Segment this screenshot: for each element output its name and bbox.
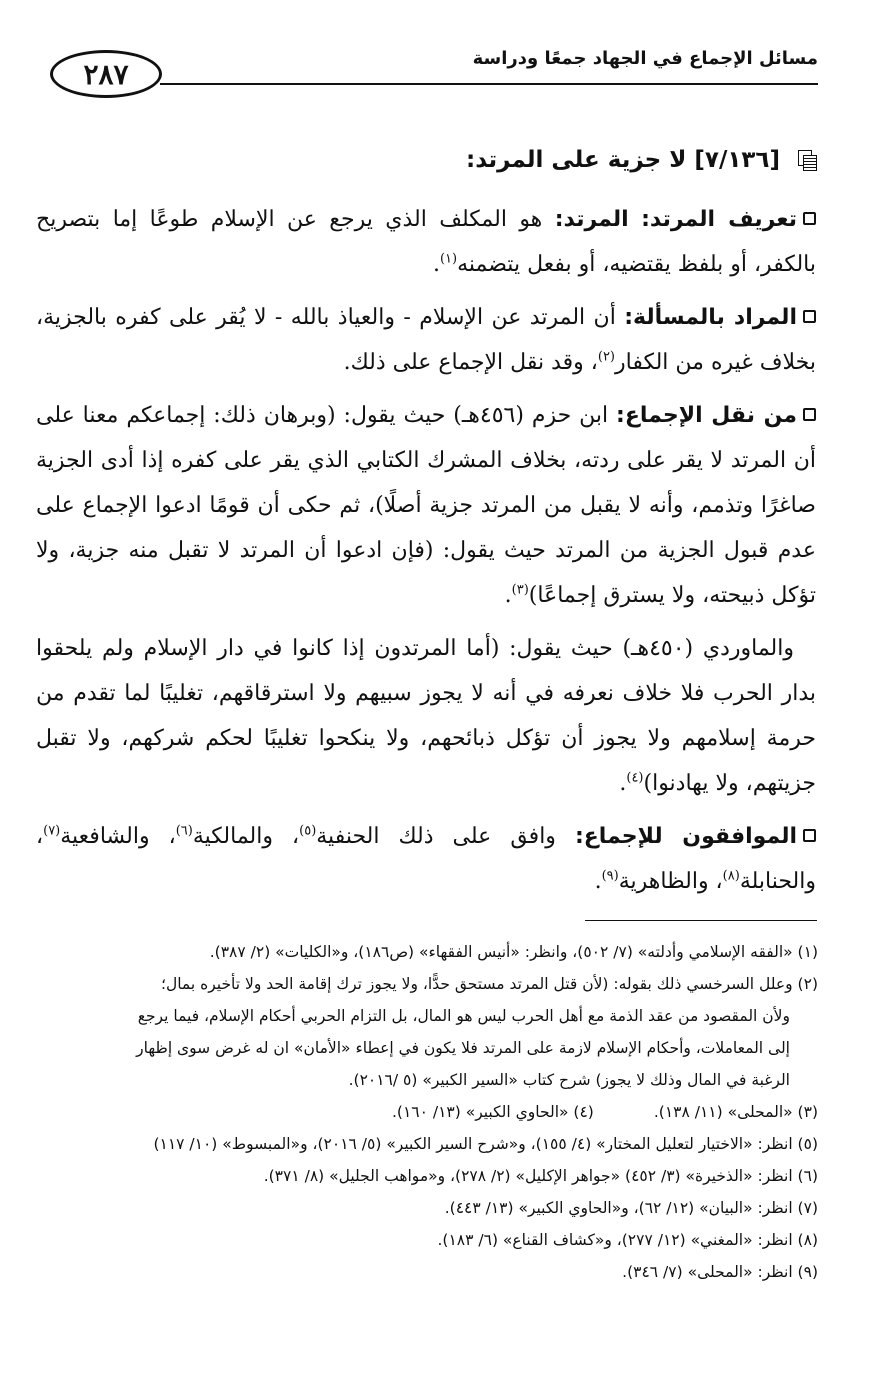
punctuation: . xyxy=(504,583,512,608)
paragraph-text: وافق على ذلك الحنفية xyxy=(316,824,556,849)
paragraph-agreeing xyxy=(36,814,816,904)
paragraph-text: والماوردي (٤٥٠هـ) حيث يقول: (أما المرتدون إذا كانوا في دار الإسلام ولم يلحقوا بدار الحرب فلا خلاف نعرفه في أنه لا يجوز سبيهم ولا استرقاقهم، تغليبًا لما تقدم من حرمة إسلامهم ولا يجوز أن تؤكل ذبائحهم، ولا ينكحوا تغليبًا لحكم شركهم، ولا تقبل جزيتهم، ولا يهادنوا) xyxy=(36,636,816,796)
checkbox-bullet-icon xyxy=(803,829,816,842)
punctuation: . xyxy=(432,252,440,277)
running-title: مسائل الإجماع في الجهاد جمعًا ودراسة xyxy=(472,48,818,69)
paragraph-transmitters xyxy=(36,393,816,618)
footnote-2-cont: إلى المعاملات، وأحكام الإسلام لازمة على المرتد فلا يكون في إعطاء «الأمان» ان له غرض سوى إظهار xyxy=(136,1039,790,1057)
footnote-2: (٢) وعلل السرخسي ذلك بقوله: (لأن قتل المرتد مستحق حدًّا، ولا يجوز ترك إقامة الحد ولا تأخيره بمال؛ xyxy=(161,975,818,993)
checkbox-bullet-icon xyxy=(803,408,816,421)
page-number: ٢٨٧ xyxy=(50,50,162,98)
footnote-2-cont: ولأن المقصود من عقد الذمة مع أهل الحرب ليس هو المال، بل التزام الحربي أحكام الإسلام، فيما يرجع xyxy=(137,1007,790,1025)
footnote-ref: (٣) xyxy=(511,582,529,598)
document-icon xyxy=(798,150,816,170)
paragraph-text: ، والمالكية xyxy=(192,824,300,849)
section-title: لا جزية على المرتد: xyxy=(466,147,687,173)
footnote-3-4-row xyxy=(18,1096,818,1128)
checkbox-bullet-icon xyxy=(803,310,816,323)
header-rule xyxy=(160,83,818,85)
footnote-ref: (٢) xyxy=(597,349,615,365)
footnote-separator xyxy=(585,920,817,921)
footnotes xyxy=(18,936,818,1288)
footnote-ref: (٩) xyxy=(601,868,619,884)
footnote-1: (١) «الفقه الإسلامي وأدلته» (٧/ ٥٠٢)، وانظر: «أنيس الفقهاء» (ص١٨٦)، و«الكليات» (٢/ ٣٨٧). xyxy=(209,943,818,961)
term-label: تعريف المرتد: xyxy=(641,207,797,232)
paragraph-text: ، والشافعية xyxy=(60,824,176,849)
term-sublabel: المرتد: xyxy=(554,207,629,232)
main-text xyxy=(36,138,816,912)
paragraph-text: ابن حزم (٤٥٦هـ) حيث يقول: (وبرهان ذلك: إجماعكم معنا على أن المرتد لا يقر على ردته، بخلاف المشرك الكتابي الذي يقر على كفره إذا أدى الجزية صاغرًا وتذمم، وأنه لا يقبل من المرتد جزية أصلًا)، ثم حكى أن قومًا ادعوا الإجماع على عدم قبول الجزية من المرتد حيث يقول: (فإن ادعوا أن المرتد لا تقبل منه جزية، ولا تؤكل ذبيحته، ولا يسترق إجماعًا) xyxy=(36,403,816,608)
punctuation: . xyxy=(619,771,627,796)
footnote-6: (٦) انظر: «الذخيرة» (٣/ ٤٥٢) «جواهر الإكليل» (٢/ ٢٧٨)، و«مواهب الجليل» (٨/ ٣٧١). xyxy=(263,1167,818,1185)
paragraph-text: ، والظاهرية xyxy=(618,869,723,894)
footnote-4: (٤) «الحاوي الكبير» (١٣/ ١٦٠). xyxy=(391,1103,594,1121)
footnote-ref: (١) xyxy=(439,251,458,267)
paragraph-text: ، والحنابلة xyxy=(36,824,816,894)
section-heading xyxy=(36,138,816,183)
footnote-ref: (٨) xyxy=(722,868,740,884)
footnote-7: (٧) انظر: «البيان» (١٢/ ٦٢)، و«الحاوي الكبير» (١٣/ ٤٤٣). xyxy=(444,1199,818,1217)
footnote-5: (٥) انظر: «الاختيار لتعليل المختار» (٤/ ١٥٥)، و«شرح السير الكبير» (٥/ ٢٠١٦)، و«المبسوط» (١٠/ ١١٧) xyxy=(153,1135,818,1153)
footnote-ref: (٤) xyxy=(626,770,644,786)
paragraph-definition xyxy=(36,197,816,287)
paragraph-text: هو المكلف الذي يرجع عن الإسلام طوعًا إما بتصريح بالكفر، أو بلفظ يقتضيه، أو بفعل يتضمنه xyxy=(36,207,816,277)
paragraph-text: أن المرتد عن الإسلام - والعياذ بالله - لا يُقر على كفره بالجزية، بخلاف غيره من الكفار xyxy=(36,305,816,375)
term-label: من نقل الإجماع: xyxy=(616,403,797,428)
punctuation: . xyxy=(594,869,602,894)
checkbox-bullet-icon xyxy=(803,212,816,225)
page-header xyxy=(28,40,818,100)
footnote-2-cont: الرغبة في المال وذلك لا يجوز) شرح كتاب «السير الكبير» (٥ /٢٠١٦). xyxy=(348,1071,790,1089)
footnote-ref: (٧) xyxy=(43,823,61,839)
section-number: [٧/١٣٦] xyxy=(694,147,780,173)
paragraph-text: ، وقد نقل الإجماع على ذلك. xyxy=(343,350,598,375)
term-label: الموافقون للإجماع: xyxy=(574,824,798,849)
paragraph-mawardi xyxy=(36,626,816,806)
paragraph-meaning xyxy=(36,295,816,385)
footnote-ref: (٥) xyxy=(299,823,317,839)
footnote-ref: (٦) xyxy=(175,823,193,839)
footnote-3: (٣) «المحلى» (١١/ ١٣٨). xyxy=(653,1103,818,1121)
term-label: المراد بالمسألة: xyxy=(624,305,797,330)
footnote-9: (٩) انظر: «المحلى» (٧/ ٣٤٦). xyxy=(622,1263,818,1281)
footnote-8: (٨) انظر: «المغني» (١٢/ ٢٧٧)، و«كشاف القناع» (٦/ ١٨٣). xyxy=(437,1231,818,1249)
